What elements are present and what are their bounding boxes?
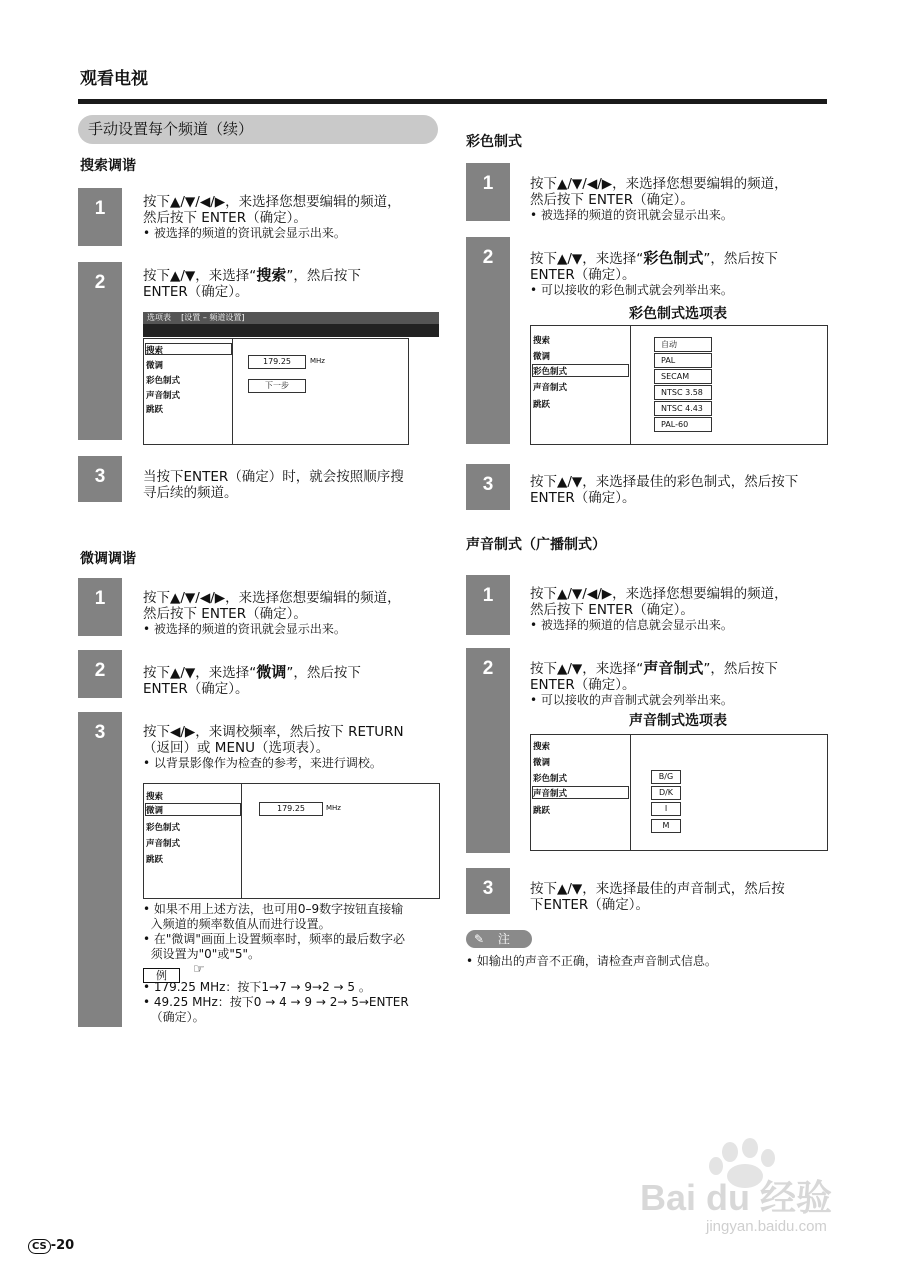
color-step-1-text: 按下▲/▼/◀/▶，来选择您想要编辑的频道， 然后按下 ENTER（确定）。 • 被选择的频道的资讯就会显示出来。 <box>530 176 830 223</box>
header-rule <box>78 99 827 104</box>
menu-item-color[interactable]: 彩色制式 <box>146 823 181 833</box>
step-3-marker: 3 <box>466 868 510 914</box>
menu-item-search[interactable]: 搜索 <box>533 742 551 752</box>
note-item: • 在"微调"画面上设置频率时，频率的最后数字必 须设置为"0"或"5"。 <box>143 932 443 962</box>
sound-option-bg[interactable]: B/G <box>651 770 681 784</box>
step-1-marker: 1 <box>78 188 122 246</box>
section-pill: 手动设置每个频道（续） <box>78 115 438 144</box>
color-system-heading: 彩色制式 <box>466 134 522 150</box>
menu-item-skip[interactable]: 跳跃 <box>146 855 164 865</box>
menu-item-sound[interactable]: 声音制式 <box>532 786 629 799</box>
example-item: • 179.25 MHz：按下1→7 → 9→2 → 5 。 <box>143 980 443 995</box>
sound-option-i[interactable]: I <box>651 802 681 816</box>
color-option-pal[interactable]: PAL <box>654 353 712 368</box>
menu-item-search[interactable]: 搜索 <box>533 336 551 346</box>
frequency-field[interactable]: 179.25 <box>248 355 306 369</box>
sound-step-3-text: 按下▲/▼，来选择最佳的声音制式，然后按 下ENTER（确定）。 <box>530 881 785 913</box>
color-option-pal60[interactable]: PAL-60 <box>654 417 712 432</box>
page-title: 观看电视 <box>80 69 148 89</box>
watermark-url: jingyan.baidu.com <box>706 1218 827 1235</box>
sound-menu-screen <box>530 734 828 851</box>
search-step-2-text: 按下▲/▼，来选择“搜索”，然后按下 ENTER（确定）。 <box>143 266 361 300</box>
sound-options-title: 声音制式选项表 <box>629 713 727 729</box>
note-badge: ✎ 注 <box>466 930 532 948</box>
page-number: CS -20 <box>28 1238 74 1254</box>
search-menu-screen <box>143 312 439 444</box>
frequency-unit: MHz <box>326 804 341 812</box>
next-step-button[interactable]: 下一步 <box>248 379 306 393</box>
menu-item-search[interactable]: 搜索 <box>145 343 232 355</box>
step-3-marker: 3 <box>78 712 122 1027</box>
sound-step-2-text: 按下▲/▼，来选择“声音制式”，然后按下 ENTER（确定）。 • 可以接收的声音制式就会列举出来。 <box>530 660 830 708</box>
menu-title-bar: 选项表 [设置 – 频道设置] <box>143 312 439 324</box>
language-badge: CS <box>28 1239 51 1254</box>
fine-step-2-text: 按下▲/▼，来选择“微调”，然后按下 ENTER（确定）。 <box>143 663 361 697</box>
sound-option-m[interactable]: M <box>651 819 681 833</box>
search-menu-body <box>143 338 409 445</box>
search-tuning-heading: 搜索调谐 <box>80 158 136 174</box>
sound-system-heading: 声音制式（广播制式） <box>466 537 606 553</box>
color-step-3-text: 按下▲/▼，来选择最佳的彩色制式，然后按下 ENTER（确定）。 <box>530 474 799 506</box>
color-option-ntsc358[interactable]: NTSC 3.58 <box>654 385 712 400</box>
step-2-marker: 2 <box>78 262 122 440</box>
sound-step-1-text: 按下▲/▼/◀/▶，来选择您想要编辑的频道， 然后按下 ENTER（确定）。 • 被选择的频道的信息就会显示出来。 <box>530 586 830 633</box>
frequency-unit: MHz <box>310 357 325 365</box>
color-step-2-text: 按下▲/▼，来选择“彩色制式”，然后按下 ENTER（确定）。 • 可以接收的彩色制式就会列举出来。 <box>530 250 830 298</box>
example-item: • 49.25 MHz：按下0 → 4 → 9 → 2→ 5→ENTER （确定）。 <box>143 995 443 1025</box>
menu-item-skip[interactable]: 跳跃 <box>146 405 164 415</box>
step-2-marker: 2 <box>466 648 510 853</box>
step-2-marker: 2 <box>78 650 122 698</box>
step-1-marker: 1 <box>466 575 510 635</box>
menu-item-fine[interactable]: 微调 <box>145 803 241 816</box>
color-option-ntsc443[interactable]: NTSC 4.43 <box>654 401 712 416</box>
color-options-title: 彩色制式选项表 <box>629 306 727 322</box>
fine-tuning-heading: 微调调谐 <box>80 551 136 567</box>
color-menu-screen <box>530 325 828 445</box>
menu-item-sound[interactable]: 声音制式 <box>533 383 568 393</box>
note-text: • 如输出的声音不正确，请检查声音制式信息。 <box>466 954 826 969</box>
menu-item-sound[interactable]: 声音制式 <box>146 391 181 401</box>
menu-item-sound[interactable]: 声音制式 <box>146 839 181 849</box>
menu-item-color[interactable]: 彩色制式 <box>146 376 181 386</box>
example-label: 例 <box>143 968 180 983</box>
color-option-auto[interactable]: 自动 <box>654 337 712 352</box>
step-3-marker: 3 <box>466 464 510 510</box>
menu-item-fine[interactable]: 微调 <box>533 352 551 362</box>
fine-step-3-text: 按下◀/▶，来调校频率，然后按下 RETURN （返回）或 MENU（选项表）。 • 以背景影像作为检查的参考，来进行调校。 <box>143 724 443 771</box>
step-3-marker: 3 <box>78 456 122 502</box>
color-option-secam[interactable]: SECAM <box>654 369 712 384</box>
fine-step-1-text: 按下▲/▼/◀/▶，来选择您想要编辑的频道， 然后按下 ENTER（确定）。 • 被选择的频道的资讯就会显示出来。 <box>143 590 443 637</box>
sound-option-dk[interactable]: D/K <box>651 786 681 800</box>
menu-item-color[interactable]: 彩色制式 <box>532 364 629 377</box>
step-2-marker: 2 <box>466 237 510 444</box>
menu-item-fine[interactable]: 微调 <box>533 758 551 768</box>
watermark-brand: Bai du 经验 <box>640 1177 833 1218</box>
menu-item-color[interactable]: 彩色制式 <box>533 774 568 784</box>
search-step-3-text: 当按下ENTER（确定）时，就会按照顺序搜 寻后续的频道。 <box>143 469 404 501</box>
menu-item-skip[interactable]: 跳跃 <box>533 400 551 410</box>
menu-item-skip[interactable]: 跳跃 <box>533 806 551 816</box>
menu-item-fine[interactable]: 微调 <box>146 361 164 371</box>
fine-menu-screen <box>143 783 440 899</box>
fine-notes <box>143 902 443 1025</box>
hand-pointer-icon: ☞ <box>193 962 205 977</box>
step-1-marker: 1 <box>466 163 510 221</box>
menu-item-search[interactable]: 搜索 <box>146 792 164 802</box>
pencil-icon: ✎ <box>474 932 485 946</box>
example-label-row <box>143 964 443 980</box>
note-item: • 如果不用上述方法，也可用0–9数字按钮直接输 入频道的频率数值从而进行设置。 <box>143 902 443 932</box>
step-1-marker: 1 <box>78 578 122 636</box>
search-step-1-text: 按下▲/▼/◀/▶，来选择您想要编辑的频道， 然后按下 ENTER（确定）。 • 被选择的频道的资讯就会显示出来。 <box>143 194 443 241</box>
frequency-field[interactable]: 179.25 <box>259 802 323 816</box>
